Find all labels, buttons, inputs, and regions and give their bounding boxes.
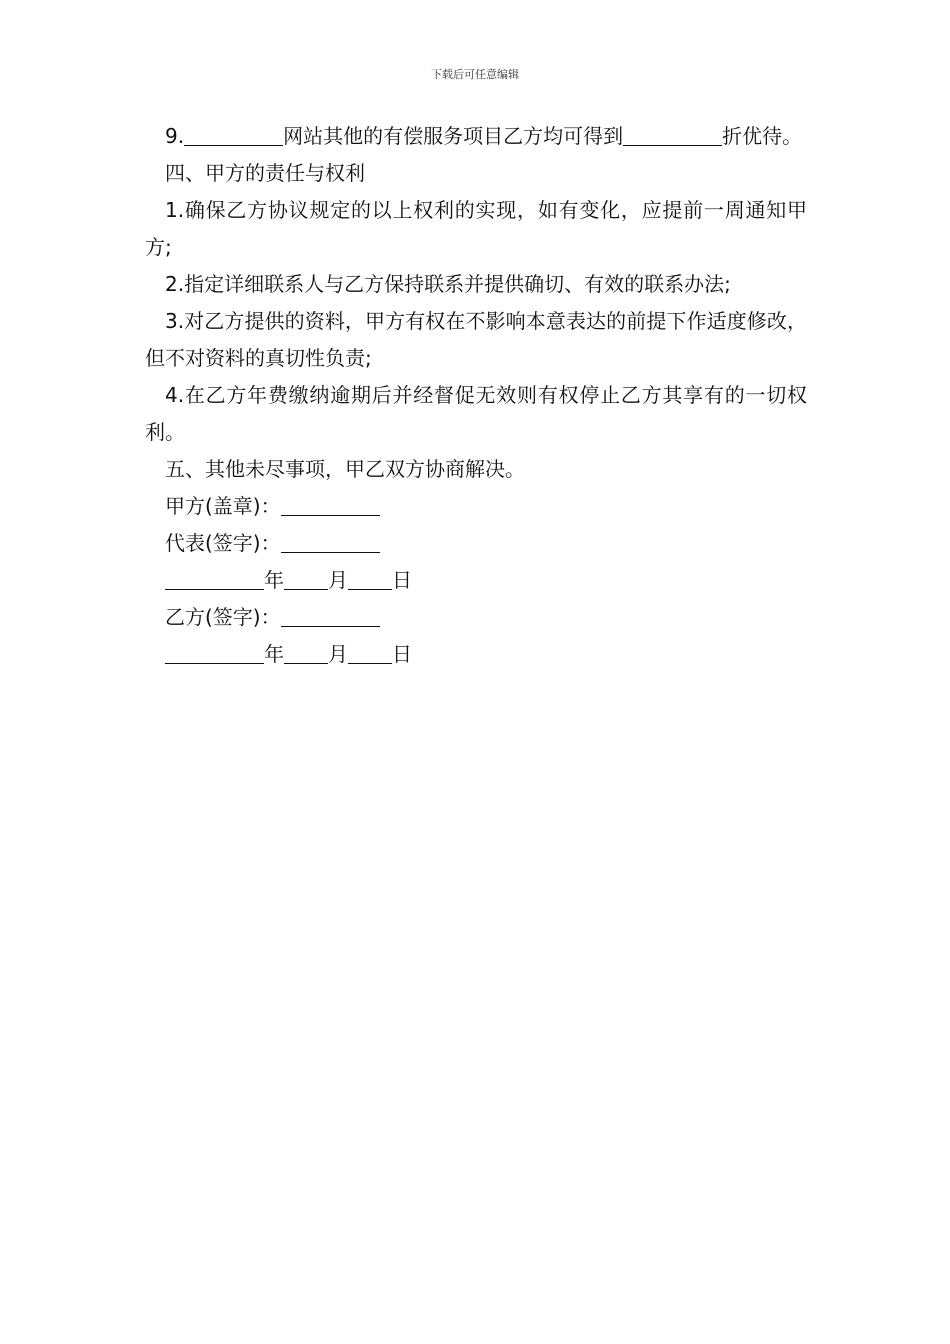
party-b-label: 乙方(签字)： xyxy=(165,605,281,629)
blank-field xyxy=(348,643,392,664)
party-b-signature-line xyxy=(145,599,807,636)
representative-label: 代表(签字)： xyxy=(165,531,281,555)
header-note: 下载后可任意编辑 xyxy=(431,68,519,81)
date-line-b xyxy=(145,636,807,673)
section-4-item-1: 1.确保乙方协议规定的以上权利的实现，如有变化，应提前一周通知甲方; xyxy=(145,198,807,259)
item-9-middle: 网站其他的有偿服务项目乙方均可得到 xyxy=(283,124,624,148)
representative-signature-line xyxy=(145,525,807,562)
party-a-signature-line xyxy=(145,488,807,525)
blank-field xyxy=(165,569,264,590)
blank-field xyxy=(284,569,328,590)
item-9 xyxy=(145,118,807,155)
day-label: 日 xyxy=(392,568,412,592)
blank-field xyxy=(281,532,380,553)
blank-field xyxy=(284,643,328,664)
year-label: 年 xyxy=(264,568,284,592)
blank-field xyxy=(348,569,392,590)
section-5: 五、其他未尽事项，甲乙双方协商解决。 xyxy=(165,457,525,481)
item-9-suffix: 折优待。 xyxy=(722,124,803,148)
item-9-prefix: 9. xyxy=(165,124,185,148)
blank-field xyxy=(623,125,722,146)
blank-field xyxy=(281,606,380,627)
date-line-a xyxy=(145,562,807,599)
month-label: 月 xyxy=(328,642,348,666)
party-a-label: 甲方(盖章)： xyxy=(165,494,281,518)
day-label: 日 xyxy=(392,642,412,666)
month-label: 月 xyxy=(328,568,348,592)
blank-field xyxy=(165,643,264,664)
blank-field xyxy=(281,495,380,516)
section-4-item-2: 2.指定详细联系人与乙方保持联系并提供确切、有效的联系办法; xyxy=(165,272,731,296)
section-4-item-3: 3.对乙方提供的资料，甲方有权在不影响本意表达的前提下作适度修改，但不对资料的真切性负责; xyxy=(145,309,807,370)
year-label: 年 xyxy=(264,642,284,666)
blank-field xyxy=(184,125,283,146)
section-4-title: 四、甲方的责任与权利 xyxy=(165,161,365,185)
document-body xyxy=(145,118,807,673)
section-4-item-4: 4.在乙方年费缴纳逾期后并经督促无效则有权停止乙方其享有的一切权利。 xyxy=(145,383,807,444)
